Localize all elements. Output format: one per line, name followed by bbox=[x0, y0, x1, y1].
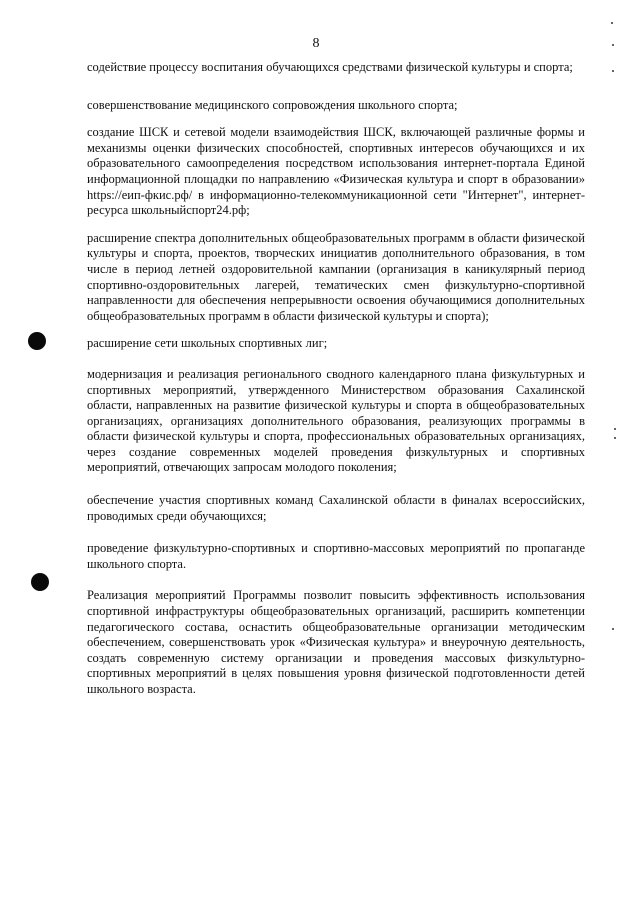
scan-speck bbox=[614, 428, 616, 430]
scan-speck bbox=[612, 44, 614, 46]
paragraph: Реализация мероприятий Программы позволит повысить эффективность использования спортивной инфраструктуры общеобразовательных организаций, расширить компетенции педагогического состава, оснастить общеобразовательные организации методическим обеспечением, совершенствовать урок «Физическая культура» и внеурочную деятельность, создать современную систему организации и проведения массовых физкультурно-спортивных мероприятий в целях повышения уровня физической подготовленности детей школьного возраста. bbox=[87, 588, 585, 696]
scan-speck bbox=[614, 437, 616, 439]
binder-hole-mark bbox=[28, 332, 46, 350]
paragraph: расширение сети школьных спортивных лиг; bbox=[87, 336, 328, 351]
page-number: 8 bbox=[312, 36, 320, 51]
paragraph: обеспечение участия спортивных команд Сахалинской области в финалах всероссийских, проводимых среди обучающихся; bbox=[87, 493, 585, 523]
paragraph: модернизация и реализация регионального сводного календарного плана физкультурных и спортивных мероприятий, утвержденного Министерством образования Сахалинской области, направленных на развитие физической культуры и спорта в общеобразовательных организациях, организациях дополнительного образования, реализующих программы в области физической культуры и спорта, профессиональных образовательных организациях, через создание современных моделей проведения физкультурных и спортивных мероприятий, отвечающих запросам молодого поколения; bbox=[87, 366, 585, 475]
paragraph: создание ШСК и сетевой модели взаимодействия ШСК, включающей различные формы и механизмы оценки физических способностей, спортивных интересов обучающихся и их образовательного самоопределения посредством использования интернет-портала Единой информационной площадки по направлению «Физическая культура и спорт в образовании» https://еип-фкис.рф/ в информационно-телекоммуникационной сети "Интернет", интернет-ресурса школьныйспорт24.рф; bbox=[87, 125, 585, 218]
paragraph: содействие процессу воспитания обучающихся средствами физической культуры и спорта; bbox=[87, 60, 573, 74]
binder-hole-mark bbox=[31, 573, 49, 591]
scan-speck bbox=[612, 628, 614, 630]
paragraph: совершенствование медицинского сопровождения школьного спорта; bbox=[87, 97, 458, 112]
paragraph: расширение спектра дополнительных общеобразовательных программ в области физической культуры и спорта, проектов, творческих инициатив дополнительного образования, в том числе в период летней оздоровительной кампании (организация в каникулярный период спортивно-оздоровительных лагерей, тематических смен физкультурно-спортивной направленности для обеспечения непрерывности освоения обучающимися дополнительных общеобразовательных программ в области физической культуры и спорта); bbox=[87, 230, 585, 323]
scan-speck bbox=[612, 70, 614, 72]
scan-speck bbox=[611, 22, 613, 24]
document-body bbox=[87, 60, 585, 698]
paragraph: проведение физкультурно-спортивных и спортивно-массовых мероприятий по пропаганде школьного спорта. bbox=[87, 541, 585, 571]
